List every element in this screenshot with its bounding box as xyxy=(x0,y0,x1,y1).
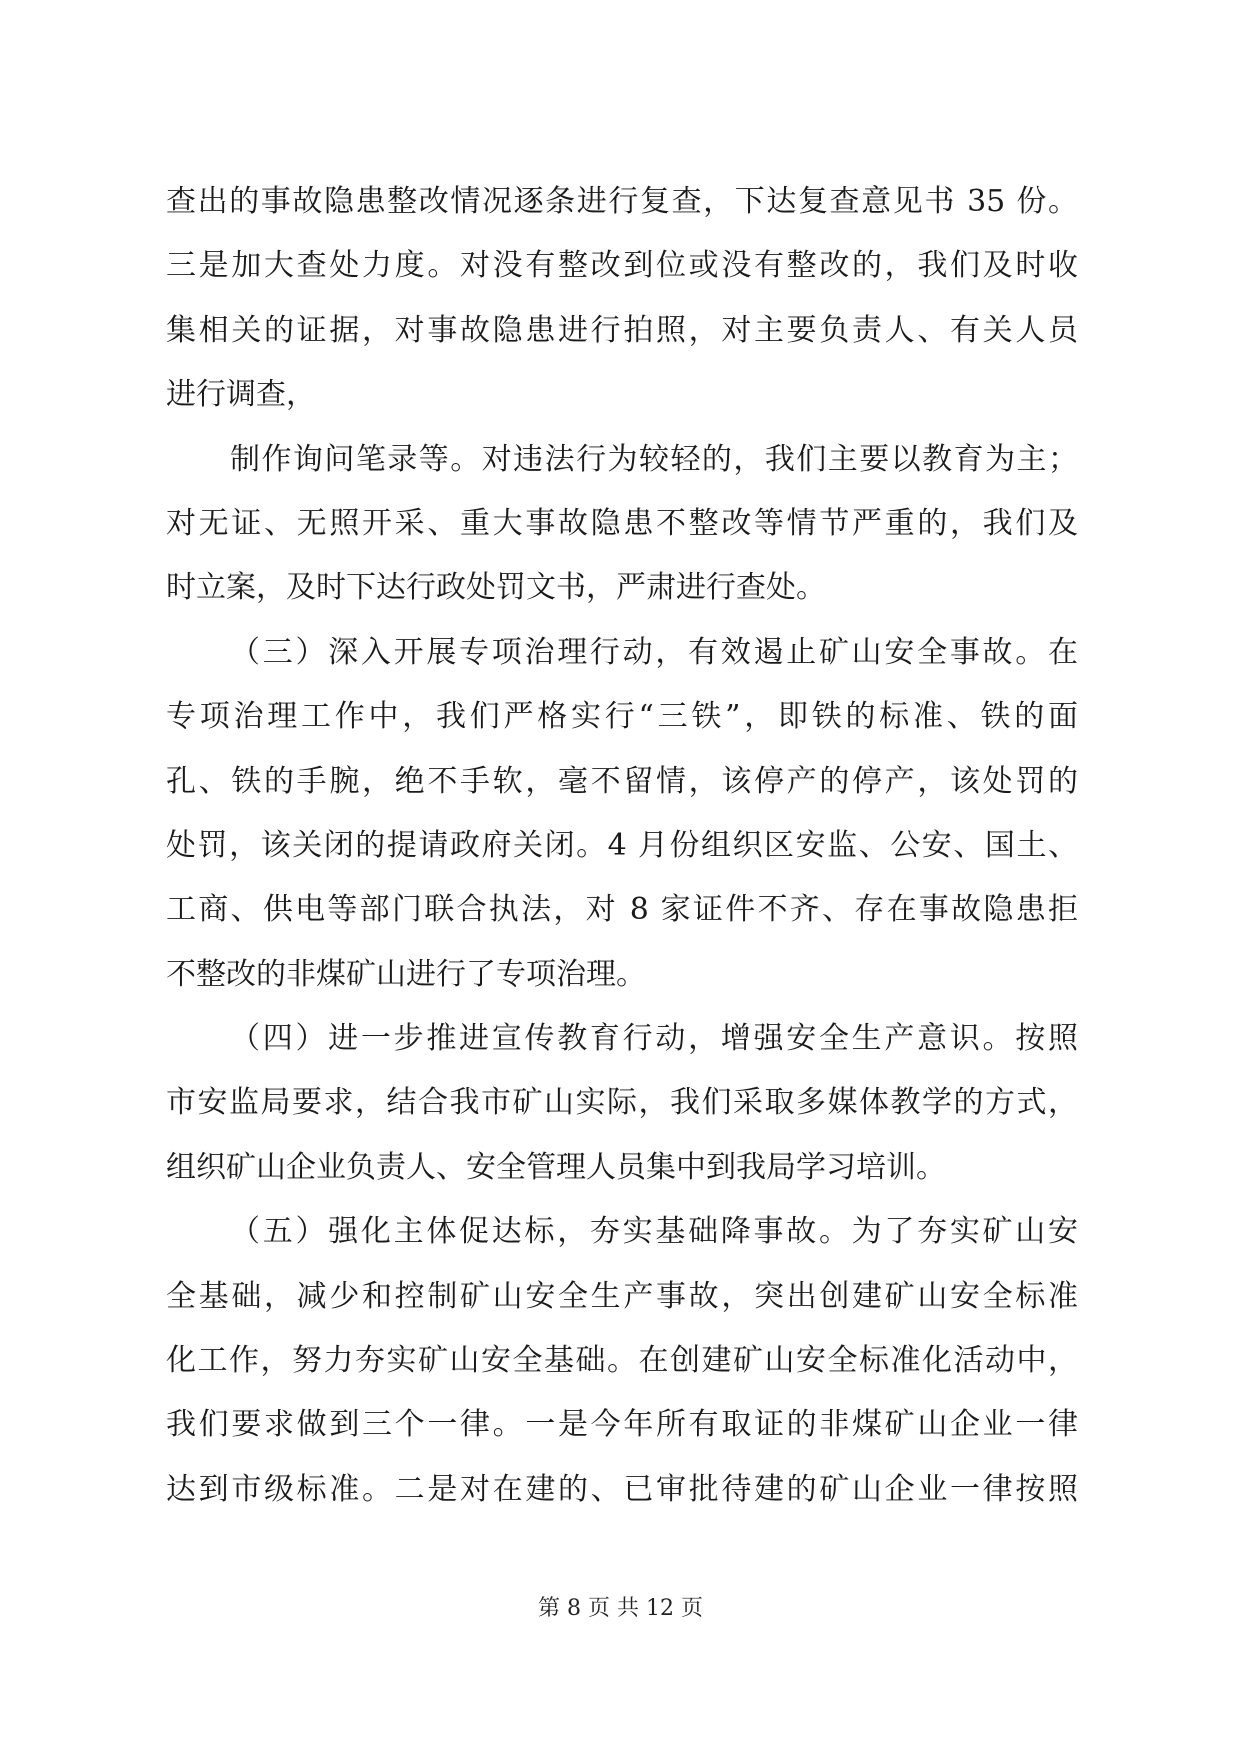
text-line: 不整改的非煤矿山进行了专项治理。 xyxy=(166,956,646,992)
text-line: 对无证、无照开采、重大事故隐患不整改等情节严重的，我们及 xyxy=(166,505,1078,541)
page-footer: 第 8 页 共 12 页 xyxy=(538,1596,703,1621)
text-line: 化工作，努力夯实矿山安全基础。在创建矿山安全标准化活动中， xyxy=(166,1343,1078,1379)
text-line: 我们要求做到三个一律。一是今年所有取证的非煤矿山企业一律 xyxy=(166,1407,1078,1443)
text-line: 组织矿山企业负责人、安全管理人员集中到我局学习培训。 xyxy=(166,1149,946,1185)
body-text xyxy=(166,170,1078,1522)
text-line: （四）进一步推进宣传教育行动，增强安全生产意识。按照 xyxy=(230,1021,1078,1057)
text-line: 查出的事故隐患整改情况逐条进行复查，下达复查意见书 35 份。 xyxy=(166,184,1078,219)
text-line: 三是加大查处力度。对没有整改到位或没有整改的，我们及时收 xyxy=(166,248,1078,284)
text-line: 时立案，及时下达行政处罚文书，严肃进行查处。 xyxy=(166,570,826,606)
text-line: 制作询问笔录等。对违法行为较轻的，我们主要以教育为主； xyxy=(230,441,1078,477)
text-line: 专项治理工作中，我们严格实行“三铁”，即铁的标准、铁的面 xyxy=(166,699,1078,735)
text-line: 集相关的证据，对事故隐患进行拍照，对主要负责人、有关人员 xyxy=(166,312,1078,348)
text-line: 孔、铁的手腕，绝不手软，毫不留情，该停产的停产，该处罚的 xyxy=(166,763,1078,799)
text-line: 处罚，该关闭的提请政府关闭。4 月份组织区安监、公安、国土、 xyxy=(166,827,1078,863)
text-line: 全基础，减少和控制矿山安全生产事故，突出创建矿山安全标准 xyxy=(166,1278,1078,1314)
text-line: （五）强化主体促达标，夯实基础降事故。为了夯实矿山安 xyxy=(230,1214,1078,1250)
text-line: 市安监局要求，结合我市矿山实际，我们采取多媒体教学的方式， xyxy=(166,1085,1078,1121)
text-line: 进行调查， xyxy=(166,377,316,413)
text-line: （三）深入开展专项治理行动，有效遏止矿山安全事故。在 xyxy=(230,634,1078,670)
text-line: 工商、供电等部门联合执法，对 8 家证件不齐、存在事故隐患拒 xyxy=(166,892,1078,928)
text-line: 达到市级标准。二是对在建的、已审批待建的矿山企业一律按照 xyxy=(166,1471,1078,1507)
